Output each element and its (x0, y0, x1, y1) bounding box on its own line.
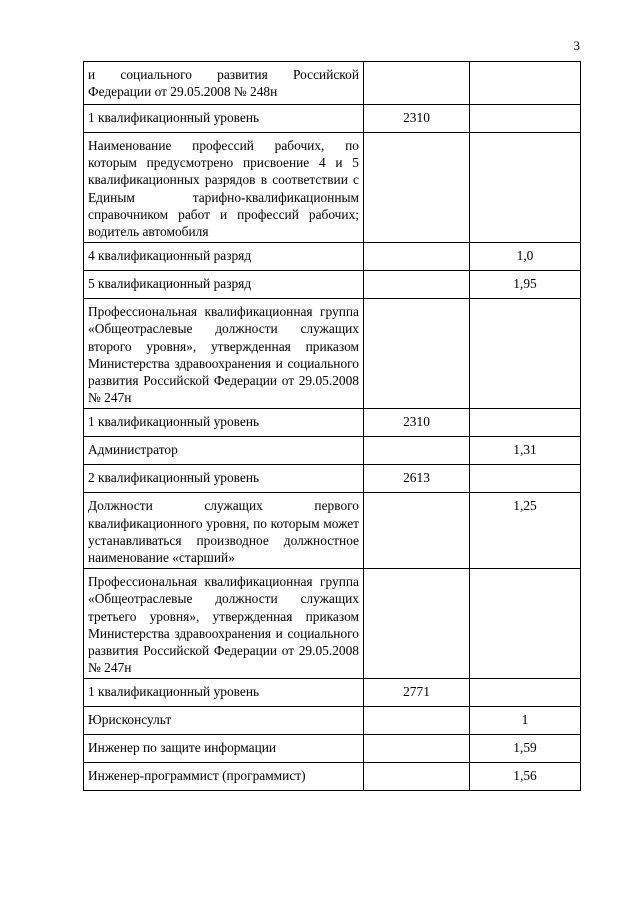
position-name: 2 квалификационный уровень (84, 465, 364, 493)
position-name: Юрисконсульт (84, 707, 364, 735)
page-number: 3 (573, 38, 580, 53)
salary-value: 2310 (364, 105, 470, 133)
table-row (84, 105, 581, 133)
salary-value (364, 133, 470, 243)
position-name: Инженер-программист (программист) (84, 763, 364, 791)
salary-value (364, 271, 470, 299)
coefficient-value: 1,95 (470, 271, 581, 299)
salary-value (364, 299, 470, 409)
coefficient-value: 1,25 (470, 493, 581, 569)
position-name: Профессиональная квалификационная группа «Общеотраслевые должности служащих второго уровня», утвержденная приказом Министерства здравоохранения и социального развития Российской Федерации от 29.05.2008 № 247н (84, 299, 364, 409)
position-name: 1 квалификационный уровень (84, 105, 364, 133)
salary-value: 2771 (364, 679, 470, 707)
table-row (84, 437, 581, 465)
salary-table (83, 61, 581, 791)
salary-value (364, 735, 470, 763)
salary-value (364, 707, 470, 735)
salary-value (364, 62, 470, 105)
position-name: 4 квалификационный разряд (84, 243, 364, 271)
coefficient-value (470, 569, 581, 679)
table-row (84, 409, 581, 437)
position-name: Наименование профессий рабочих, по которым предусмотрено присвоение 4 и 5 квалификационных разрядов в соответствии с Единым тарифно-квалификационным справочником работ и профессий рабочих; водитель автомобиля (84, 133, 364, 243)
position-name: 5 квалификационный разряд (84, 271, 364, 299)
coefficient-value (470, 105, 581, 133)
position-name: 1 квалификационный уровень (84, 409, 364, 437)
salary-value (364, 569, 470, 679)
salary-value (364, 437, 470, 465)
coefficient-value: 1 (470, 707, 581, 735)
salary-value: 2310 (364, 409, 470, 437)
position-name: Инженер по защите информации (84, 735, 364, 763)
coefficient-value: 1,31 (470, 437, 581, 465)
coefficient-value: 1,59 (470, 735, 581, 763)
position-name: Профессиональная квалификационная группа «Общеотраслевые должности служащих третьего уровня», утвержденная приказом Министерства здравоохранения и социального развития Российской Федерации от 29.05.2008 № 247н (84, 569, 364, 679)
salary-value: 2613 (364, 465, 470, 493)
position-name: Должности служащих первого квалификационного уровня, по которым может устанавливаться производное должностное наименование «старший» (84, 493, 364, 569)
table-row (84, 271, 581, 299)
table-row (84, 569, 581, 679)
table-row (84, 465, 581, 493)
table-row (84, 133, 581, 243)
table-row (84, 763, 581, 791)
table-row (84, 493, 581, 569)
table-row (84, 707, 581, 735)
salary-value (364, 763, 470, 791)
coefficient-value (470, 299, 581, 409)
position-name: и социального развития Российской Федерации от 29.05.2008 № 248н (84, 62, 364, 105)
coefficient-value (470, 679, 581, 707)
salary-value (364, 243, 470, 271)
table-row (84, 62, 581, 105)
salary-value (364, 493, 470, 569)
coefficient-value (470, 409, 581, 437)
table-row (84, 679, 581, 707)
table-row (84, 735, 581, 763)
coefficient-value (470, 465, 581, 493)
position-name: Администратор (84, 437, 364, 465)
table-row (84, 299, 581, 409)
table-row (84, 243, 581, 271)
coefficient-value (470, 133, 581, 243)
position-name: 1 квалификационный уровень (84, 679, 364, 707)
coefficient-value (470, 62, 581, 105)
coefficient-value: 1,56 (470, 763, 581, 791)
coefficient-value: 1,0 (470, 243, 581, 271)
